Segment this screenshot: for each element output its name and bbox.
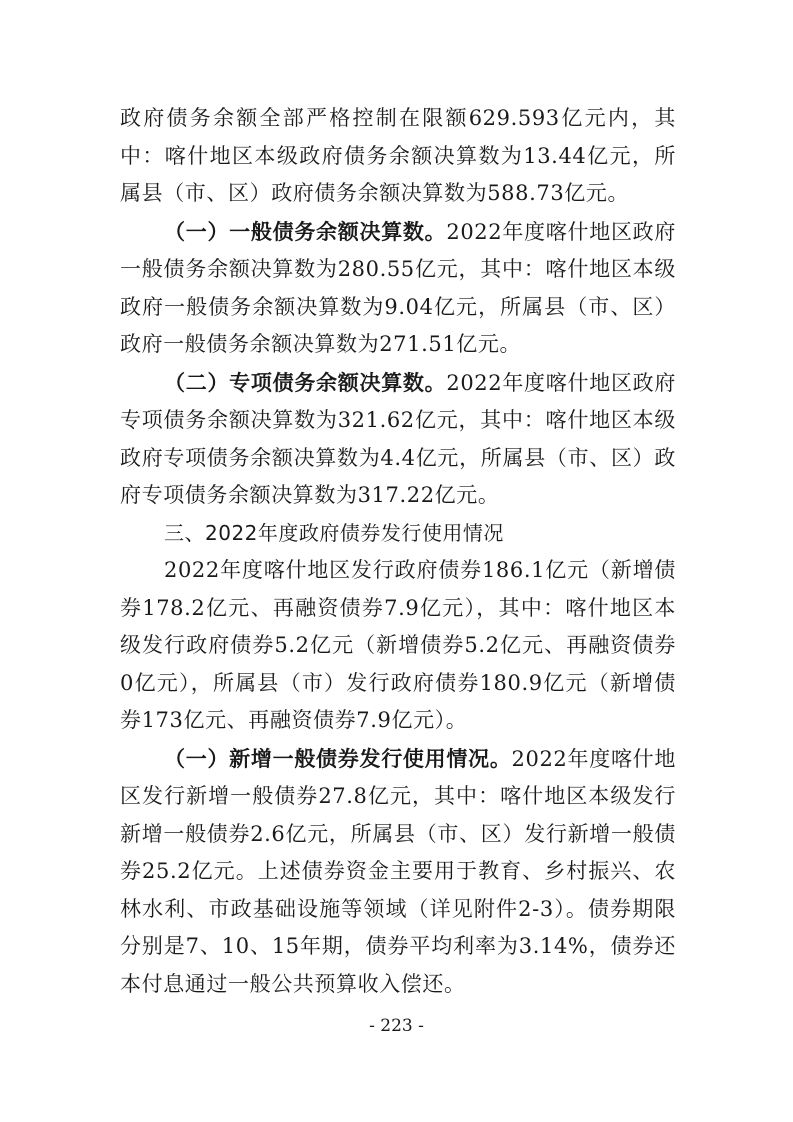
- document-body: [120, 100, 676, 1003]
- paragraph-heading: （一）新增一般债券发行使用情况。: [164, 745, 512, 771]
- section-title: 三、2022年度政府债券发行使用情况: [164, 520, 504, 545]
- paragraph-text: 2022年度喀什地区政府专项债务余额决算数为321.62亿元，其中：喀什地区本级政府专项债务余额决算数为4.4亿元，所属县（市、区）政府专项债务余额决算数为317.22亿元。: [120, 370, 676, 507]
- paragraph-text: 2022年度喀什地区发行新增一般债券27.8亿元，其中：喀什地区本级发行新增一般债券2.6亿元，所属县（市、区）发行新增一般债券25.2亿元。上述债券资金主要用于教育、乡村振兴、农林水利、市政基础设施等领域（详见附件2-3）。债券期限分别是7、10、15年期，债券平均利率为3.14%，债券还本付息通过一般公共预算收入偿还。: [120, 746, 676, 996]
- paragraph-special-debt: [120, 364, 676, 515]
- page-number: - 223 -: [369, 1016, 424, 1036]
- paragraph-bond-issuance: 2022年度喀什地区发行政府债券186.1亿元（新增债券178.2亿元、再融资债券7.9亿元），其中：喀什地区本级发行政府债券5.2亿元（新增债券5.2亿元、再融资债券0亿元），所属县（市）发行政府债券180.9亿元（新增债券173亿元、再融资债券7.9亿元）。: [120, 558, 676, 732]
- paragraph-general-debt: [120, 213, 676, 364]
- paragraph-heading: （一）一般债务余额决算数。: [164, 218, 447, 244]
- paragraph-new-general-bonds: [120, 740, 676, 1004]
- paragraph-heading: （二）专项债务余额决算数。: [164, 369, 447, 395]
- paragraph-text: 2022年度喀什地区政府一般债务余额决算数为280.55亿元，其中：喀什地区本级政府一般债务余额决算数为9.04亿元，所属县（市、区）政府一般债务余额决算数为271.51亿元。: [120, 219, 676, 356]
- paragraph-debt-limit: 政府债务余额全部严格控制在限额629.593亿元内，其中：喀什地区本级政府债务余额决算数为13.44亿元，所属县（市、区）政府债务余额决算数为588.73亿元。: [120, 106, 676, 205]
